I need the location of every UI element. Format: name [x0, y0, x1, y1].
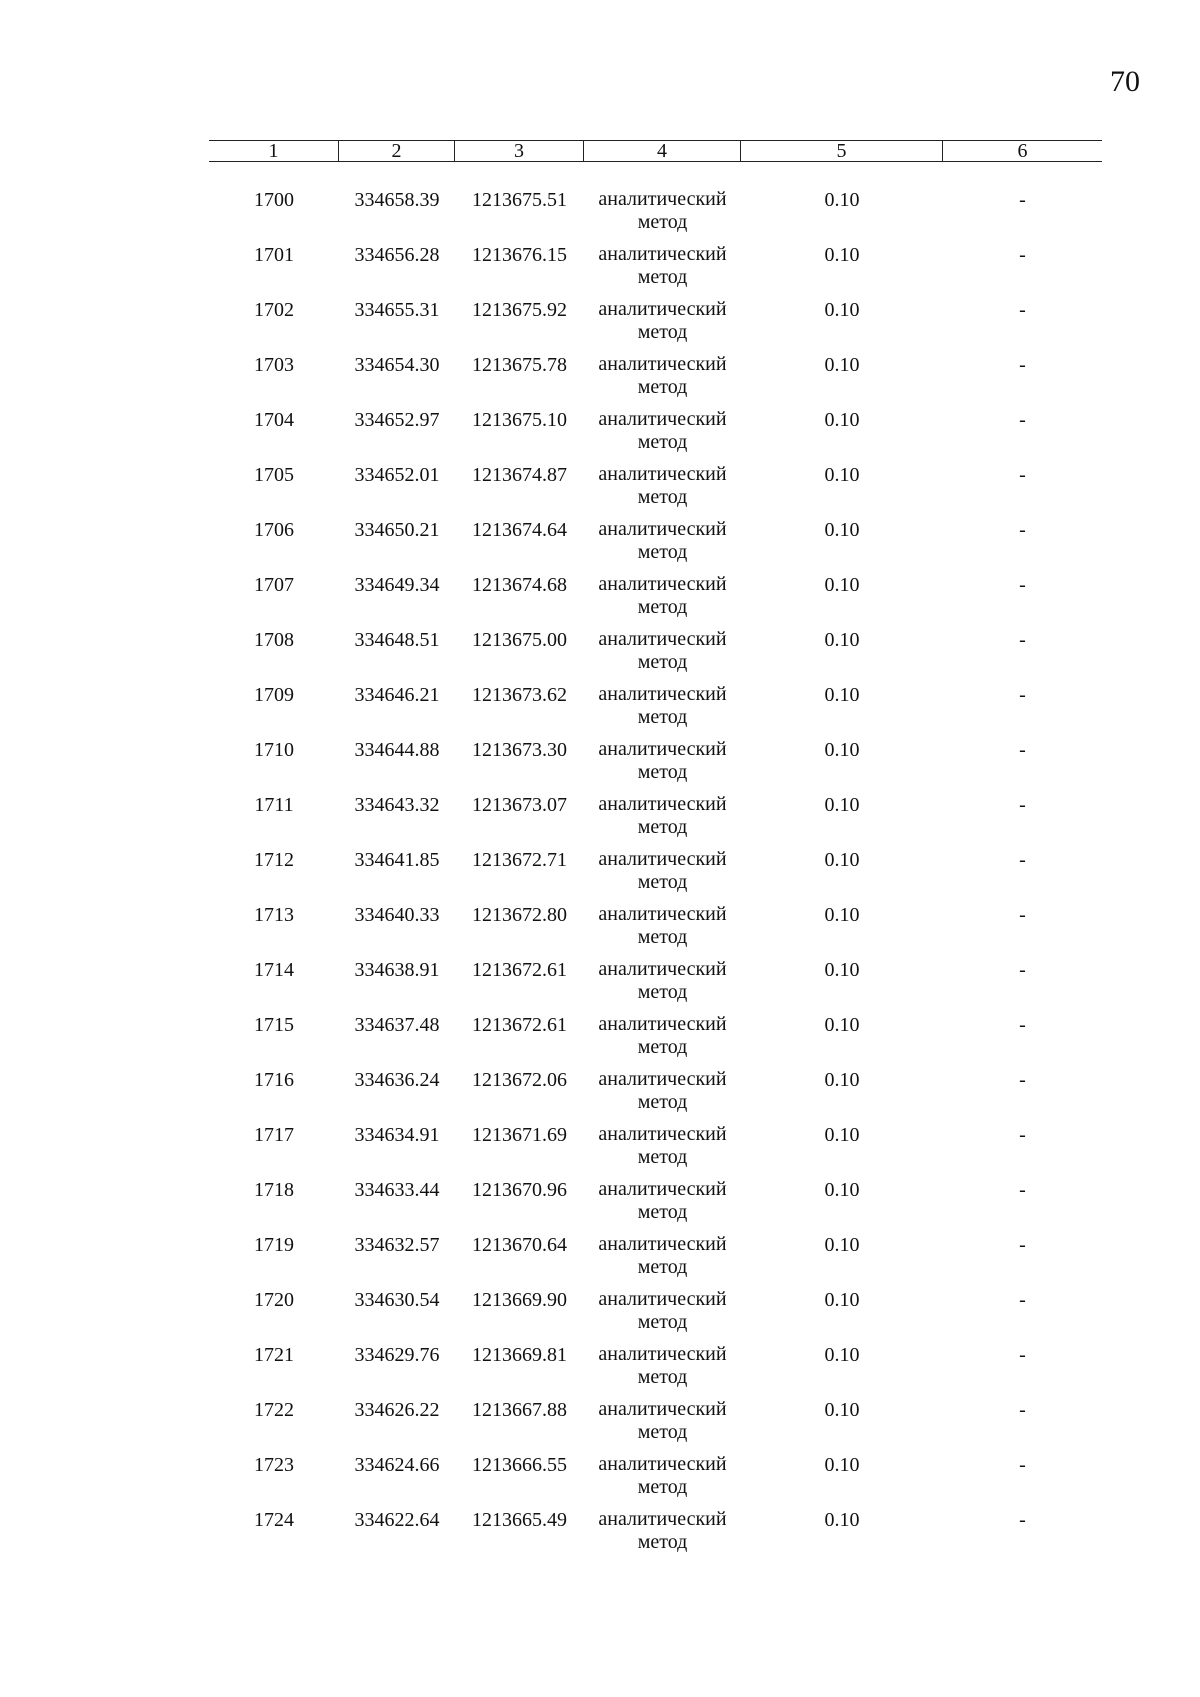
cell-x-coordinate: 334646.21: [354, 684, 440, 706]
cell-note: -: [1019, 1344, 1026, 1366]
method-line-2: метод: [637, 651, 688, 673]
cell-x-coordinate: 334641.85: [354, 849, 440, 871]
table-row: [209, 573, 1102, 628]
method-line-2: метод: [637, 1366, 688, 1388]
cell-note: -: [1019, 1014, 1026, 1036]
cell-method: [584, 958, 741, 1013]
method-line-1: аналитический: [598, 1123, 727, 1145]
cell-note: -: [1019, 409, 1026, 431]
cell-accuracy: 0.10: [824, 189, 860, 211]
cell-method: [584, 243, 741, 298]
method-line-2: метод: [637, 541, 688, 563]
table-row: [209, 1288, 1102, 1343]
table-row: [209, 738, 1102, 793]
cell-accuracy: 0.10: [824, 409, 860, 431]
cell-point-number: 1710: [254, 739, 294, 761]
cell-accuracy: 0.10: [824, 1234, 860, 1256]
cell-accuracy: 0.10: [824, 629, 860, 651]
table-row: [209, 683, 1102, 738]
header-col-5: 5: [741, 141, 943, 161]
cell-y-coordinate: 1213673.30: [472, 739, 567, 761]
cell-point-number: 1724: [254, 1509, 294, 1531]
cell-y-coordinate: 1213674.64: [472, 519, 567, 541]
table-row: [209, 463, 1102, 518]
cell-accuracy: 0.10: [824, 794, 860, 816]
method-line-1: аналитический: [598, 243, 727, 265]
cell-x-coordinate: 334643.32: [354, 794, 440, 816]
method-line-2: метод: [637, 871, 688, 893]
cell-y-coordinate: 1213674.68: [472, 574, 567, 596]
cell-method: [584, 1508, 741, 1563]
cell-y-coordinate: 1213676.15: [472, 244, 567, 266]
cell-accuracy: 0.10: [824, 739, 860, 761]
table-row: [209, 408, 1102, 463]
cell-note: -: [1019, 1069, 1026, 1091]
method-line-2: метод: [637, 1146, 688, 1168]
cell-method: [584, 1123, 741, 1178]
cell-point-number: 1707: [254, 574, 294, 596]
cell-accuracy: 0.10: [824, 904, 860, 926]
method-line-1: аналитический: [598, 408, 727, 430]
method-line-1: аналитический: [598, 1508, 727, 1530]
cell-point-number: 1715: [254, 1014, 294, 1036]
method-line-1: аналитический: [598, 298, 727, 320]
cell-point-number: 1716: [254, 1069, 294, 1091]
cell-accuracy: 0.10: [824, 684, 860, 706]
cell-method: [584, 738, 741, 793]
cell-accuracy: 0.10: [824, 1289, 860, 1311]
method-line-2: метод: [637, 1091, 688, 1113]
method-line-1: аналитический: [598, 1288, 727, 1310]
cell-method: [584, 518, 741, 573]
cell-note: -: [1019, 1289, 1026, 1311]
cell-note: -: [1019, 684, 1026, 706]
cell-accuracy: 0.10: [824, 244, 860, 266]
cell-note: -: [1019, 189, 1026, 211]
cell-y-coordinate: 1213675.78: [472, 354, 567, 376]
method-line-2: метод: [637, 761, 688, 783]
table-body: [209, 188, 1102, 1563]
cell-point-number: 1713: [254, 904, 294, 926]
method-line-2: метод: [637, 981, 688, 1003]
method-line-2: метод: [637, 596, 688, 618]
cell-method: [584, 1343, 741, 1398]
cell-note: -: [1019, 849, 1026, 871]
cell-y-coordinate: 1213670.96: [472, 1179, 567, 1201]
method-line-1: аналитический: [598, 1453, 727, 1475]
method-line-2: метод: [637, 1476, 688, 1498]
cell-x-coordinate: 334650.21: [354, 519, 440, 541]
cell-y-coordinate: 1213671.69: [472, 1124, 567, 1146]
method-line-1: аналитический: [598, 573, 727, 595]
method-line-1: аналитический: [598, 1178, 727, 1200]
cell-y-coordinate: 1213672.61: [472, 959, 567, 981]
table-row: [209, 1233, 1102, 1288]
cell-note: -: [1019, 244, 1026, 266]
cell-note: -: [1019, 354, 1026, 376]
cell-note: -: [1019, 464, 1026, 486]
table-row: [209, 298, 1102, 353]
method-line-1: аналитический: [598, 738, 727, 760]
cell-note: -: [1019, 959, 1026, 981]
cell-y-coordinate: 1213669.81: [472, 1344, 567, 1366]
cell-point-number: 1701: [254, 244, 294, 266]
cell-note: -: [1019, 794, 1026, 816]
method-line-1: аналитический: [598, 958, 727, 980]
method-line-2: метод: [637, 706, 688, 728]
method-line-1: аналитический: [598, 1398, 727, 1420]
table-row: [209, 353, 1102, 408]
cell-point-number: 1720: [254, 1289, 294, 1311]
cell-x-coordinate: 334648.51: [354, 629, 440, 651]
cell-accuracy: 0.10: [824, 354, 860, 376]
method-line-2: метод: [637, 486, 688, 508]
table-row: [209, 1508, 1102, 1563]
method-line-1: аналитический: [598, 848, 727, 870]
cell-accuracy: 0.10: [824, 959, 860, 981]
table-row: [209, 958, 1102, 1013]
method-line-2: метод: [637, 321, 688, 343]
cell-note: -: [1019, 519, 1026, 541]
method-line-1: аналитический: [598, 463, 727, 485]
cell-point-number: 1712: [254, 849, 294, 871]
method-line-2: метод: [637, 211, 688, 233]
cell-note: -: [1019, 1234, 1026, 1256]
cell-y-coordinate: 1213670.64: [472, 1234, 567, 1256]
cell-y-coordinate: 1213673.07: [472, 794, 567, 816]
cell-method: [584, 188, 741, 243]
cell-point-number: 1723: [254, 1454, 294, 1476]
table-row: [209, 1178, 1102, 1233]
table-row: [209, 1123, 1102, 1178]
cell-method: [584, 1288, 741, 1343]
cell-x-coordinate: 334626.22: [354, 1399, 440, 1421]
cell-method: [584, 683, 741, 738]
method-line-2: метод: [637, 266, 688, 288]
cell-y-coordinate: 1213675.10: [472, 409, 567, 431]
cell-x-coordinate: 334656.28: [354, 244, 440, 266]
method-line-1: аналитический: [598, 1013, 727, 1035]
table-row: [209, 1343, 1102, 1398]
cell-point-number: 1708: [254, 629, 294, 651]
method-line-2: метод: [637, 1421, 688, 1443]
cell-accuracy: 0.10: [824, 849, 860, 871]
cell-method: [584, 848, 741, 903]
method-line-2: метод: [637, 1311, 688, 1333]
method-line-2: метод: [637, 1201, 688, 1223]
cell-accuracy: 0.10: [824, 1014, 860, 1036]
cell-point-number: 1704: [254, 409, 294, 431]
cell-method: [584, 1013, 741, 1068]
cell-point-number: 1721: [254, 1344, 294, 1366]
cell-method: [584, 408, 741, 463]
cell-method: [584, 353, 741, 408]
cell-y-coordinate: 1213673.62: [472, 684, 567, 706]
cell-note: -: [1019, 1179, 1026, 1201]
method-line-2: метод: [637, 376, 688, 398]
method-line-2: метод: [637, 1036, 688, 1058]
cell-y-coordinate: 1213665.49: [472, 1509, 567, 1531]
cell-point-number: 1711: [254, 794, 294, 816]
cell-accuracy: 0.10: [824, 464, 860, 486]
cell-point-number: 1706: [254, 519, 294, 541]
method-line-2: метод: [637, 1256, 688, 1278]
header-col-3: 3: [455, 141, 584, 161]
cell-y-coordinate: 1213674.87: [472, 464, 567, 486]
cell-x-coordinate: 334630.54: [354, 1289, 440, 1311]
cell-point-number: 1709: [254, 684, 294, 706]
cell-accuracy: 0.10: [824, 574, 860, 596]
header-col-4: 4: [584, 141, 741, 161]
method-line-1: аналитический: [598, 353, 727, 375]
method-line-2: метод: [637, 816, 688, 838]
cell-x-coordinate: 334622.64: [354, 1509, 440, 1531]
cell-method: [584, 1233, 741, 1288]
table-row: [209, 1068, 1102, 1123]
cell-x-coordinate: 334624.66: [354, 1454, 440, 1476]
cell-point-number: 1705: [254, 464, 294, 486]
cell-y-coordinate: 1213672.06: [472, 1069, 567, 1091]
cell-method: [584, 573, 741, 628]
cell-accuracy: 0.10: [824, 1399, 860, 1421]
method-line-1: аналитический: [598, 628, 727, 650]
method-line-1: аналитический: [598, 683, 727, 705]
method-line-2: метод: [637, 926, 688, 948]
header-col-2: 2: [339, 141, 455, 161]
table-row: [209, 903, 1102, 958]
cell-method: [584, 628, 741, 683]
cell-x-coordinate: 334632.57: [354, 1234, 440, 1256]
cell-method: [584, 793, 741, 848]
cell-note: -: [1019, 299, 1026, 321]
cell-method: [584, 903, 741, 958]
cell-note: -: [1019, 574, 1026, 596]
cell-accuracy: 0.10: [824, 1454, 860, 1476]
cell-accuracy: 0.10: [824, 519, 860, 541]
cell-y-coordinate: 1213667.88: [472, 1399, 567, 1421]
cell-method: [584, 298, 741, 353]
cell-y-coordinate: 1213672.71: [472, 849, 567, 871]
cell-y-coordinate: 1213669.90: [472, 1289, 567, 1311]
table-row: [209, 628, 1102, 683]
cell-note: -: [1019, 1124, 1026, 1146]
cell-x-coordinate: 334644.88: [354, 739, 440, 761]
cell-x-coordinate: 334654.30: [354, 354, 440, 376]
cell-point-number: 1719: [254, 1234, 294, 1256]
cell-point-number: 1700: [254, 189, 294, 211]
cell-x-coordinate: 334652.01: [354, 464, 440, 486]
method-line-1: аналитический: [598, 1343, 727, 1365]
page-number: 70: [1110, 65, 1140, 98]
cell-point-number: 1717: [254, 1124, 294, 1146]
cell-x-coordinate: 334638.91: [354, 959, 440, 981]
table-row: [209, 848, 1102, 903]
cell-accuracy: 0.10: [824, 299, 860, 321]
table-row: [209, 188, 1102, 243]
cell-point-number: 1722: [254, 1399, 294, 1421]
cell-x-coordinate: 334629.76: [354, 1344, 440, 1366]
table-row: [209, 793, 1102, 848]
method-line-1: аналитический: [598, 518, 727, 540]
table-row: [209, 1013, 1102, 1068]
cell-x-coordinate: 334634.91: [354, 1124, 440, 1146]
method-line-1: аналитический: [598, 793, 727, 815]
method-line-2: метод: [637, 431, 688, 453]
cell-x-coordinate: 334655.31: [354, 299, 440, 321]
table-row: [209, 243, 1102, 298]
header-col-6: 6: [1017, 140, 1028, 162]
cell-y-coordinate: 1213675.00: [472, 629, 567, 651]
cell-x-coordinate: 334649.34: [354, 574, 440, 596]
cell-y-coordinate: 1213675.51: [472, 189, 567, 211]
method-line-1: аналитический: [598, 1233, 727, 1255]
cell-method: [584, 1068, 741, 1123]
cell-accuracy: 0.10: [824, 1069, 860, 1091]
table-row: [209, 518, 1102, 573]
cell-x-coordinate: 334637.48: [354, 1014, 440, 1036]
cell-y-coordinate: 1213672.61: [472, 1014, 567, 1036]
cell-method: [584, 1398, 741, 1453]
cell-method: [584, 463, 741, 518]
method-line-1: аналитический: [598, 1068, 727, 1090]
table-header-row: [209, 140, 1102, 162]
cell-note: -: [1019, 739, 1026, 761]
header-col-1: 1: [209, 141, 339, 161]
cell-y-coordinate: 1213666.55: [472, 1454, 567, 1476]
cell-x-coordinate: 334633.44: [354, 1179, 440, 1201]
cell-method: [584, 1178, 741, 1233]
cell-accuracy: 0.10: [824, 1344, 860, 1366]
cell-accuracy: 0.10: [824, 1179, 860, 1201]
cell-point-number: 1702: [254, 299, 294, 321]
coordinates-table: [209, 140, 1102, 1563]
cell-note: -: [1019, 1509, 1026, 1531]
cell-point-number: 1714: [254, 959, 294, 981]
method-line-1: аналитический: [598, 903, 727, 925]
cell-x-coordinate: 334652.97: [354, 409, 440, 431]
cell-note: -: [1019, 904, 1026, 926]
cell-accuracy: 0.10: [824, 1124, 860, 1146]
cell-y-coordinate: 1213672.80: [472, 904, 567, 926]
cell-note: -: [1019, 1454, 1026, 1476]
cell-note: -: [1019, 629, 1026, 651]
cell-x-coordinate: 334636.24: [354, 1069, 440, 1091]
cell-note: -: [1019, 1399, 1026, 1421]
cell-x-coordinate: 334640.33: [354, 904, 440, 926]
cell-x-coordinate: 334658.39: [354, 189, 440, 211]
method-line-1: аналитический: [598, 188, 727, 210]
cell-y-coordinate: 1213675.92: [472, 299, 567, 321]
cell-point-number: 1718: [254, 1179, 294, 1201]
cell-accuracy: 0.10: [824, 1509, 860, 1531]
table-row: [209, 1453, 1102, 1508]
table-row: [209, 1398, 1102, 1453]
method-line-2: метод: [637, 1531, 688, 1553]
cell-method: [584, 1453, 741, 1508]
cell-point-number: 1703: [254, 354, 294, 376]
